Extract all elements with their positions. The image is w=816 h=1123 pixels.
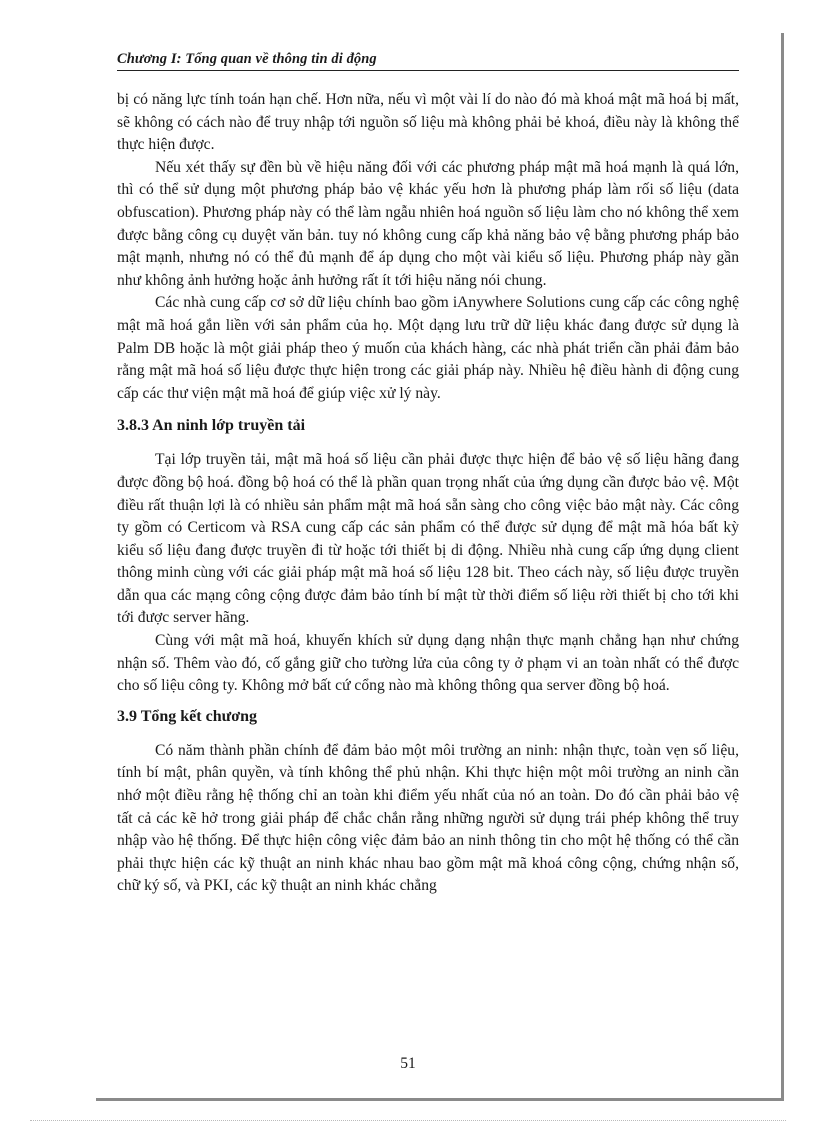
page-number: 51 xyxy=(400,1055,416,1072)
paragraph-intro-2: Nếu xét thấy sự đền bù về hiệu năng đối với các phương pháp mật mã hoá mạnh là quá lớn, thì có thể sử dụng một phương pháp bảo vệ khác yếu hơn là phương pháp làm rối số liệu (data obfuscation). Phương pháp này có thể làm ngẫu nhiên hoá nguồn số liệu làm cho nó không thể xem được bằng công cụ duyệt văn bản. tuy nó không cung cấp khả năng bảo vệ bằng phương pháp bảo mật mạnh, nhưng nó có thể đủ mạnh để áp dụng cho một vài kiểu số liệu. Phương pháp này gần như không ảnh hưởng hoặc ảnh hưởng rất ít tới hiệu năng nói chung. xyxy=(117,158,739,289)
section-heading-3-9: 3.9 Tổng kết chương xyxy=(117,707,257,725)
paragraph-39-1: Có năm thành phần chính để đảm bảo một môi trường an ninh: nhận thực, toàn vẹn số liệu, tính bí mật, phân quyền, và tính không thể phủ nhận. Khi thực hiện một môi trường an ninh cần nhớ một điều rằng hệ thống chỉ an toàn khi điểm yếu nhất của nó an toàn. Do đó cần phải bảo vệ tất cả các kẽ hở trong giải pháp để chắc chắn rằng những người sử dụng trái phép không thể truy nhập vào hệ thống. Để thực hiện công việc đảm bảo an ninh thông tin cho một hệ thống có thể cần phải thực hiện các kỹ thuật an ninh khác nhau bao gồm mật mã khoá công cộng, chứng nhận số, chữ ký số, và PKI, các kỹ thuật an ninh khác chẳng xyxy=(117,741,739,895)
paragraph-intro-1: bị có năng lực tính toán hạn chế. Hơn nữa, nếu vì một vài lí do nào đó mà khoá mật mã hoá bị mất, sẽ không có cách nào để truy nhập tới nguồn số liệu mà không phải bẻ khoá, điều này là không thể thực hiện được. xyxy=(117,91,739,154)
chapter-title: Chương I: Tổng quan về thông tin di động xyxy=(117,51,377,67)
running-header xyxy=(117,48,739,71)
paragraph-intro-3: Các nhà cung cấp cơ sở dữ liệu chính bao gồm iAnywhere Solutions cung cấp các công nghệ mật mã hoá gắn liền với sản phẩm của họ. Một dạng lưu trữ dữ liệu khác đang được sử dụng là Palm DB hoặc là một giải pháp theo ý muốn của khách hàng, các nhà phát triển cần phải đảm bảo rằng mật mã hoá số liệu được thực hiện trong các giải pháp này. Nhiều hệ điều hành di động cung cấp các thư viện mật mã hoá để giúp việc xử lý này. xyxy=(117,294,739,402)
section-heading-3-8-3: 3.8.3 An ninh lớp truyền tải xyxy=(117,417,306,435)
paragraph-383-1: Tại lớp truyền tải, mật mã hoá số liệu cần phải được thực hiện để bảo vệ số liệu hãng đang được đồng bộ hoá. đồng bộ hoá có thể là phần quan trọng nhất của ứng dụng cần được bảo vệ. Một điều rất thuận lợi là có nhiều sản phẩm mật mã hoá sẵn sàng cho công việc bảo mật này. Các công ty gồm có Certicom và RSA cung cấp các sản phẩm có thể được sử dụng để mật mã hóa bất kỳ kiểu số liệu đang được truyền đi từ hoặc tới thiết bị di động. Nhiều nhà cung cấp ứng dụng client thông minh cùng với các giải pháp mật mã hoá số liệu 128 bit. Theo cách này, số liệu được truyền dẫn qua các mạng công cộng được đảm bảo tính bí mật từ thời điểm số liệu rời thiết bị cho tới khi tới được server hãng. xyxy=(117,451,739,627)
paragraph-383-2: Cùng với mật mã hoá, khuyến khích sử dụng dạng nhận thực mạnh chẳng hạn như chứng nhận số. Thêm vào đó, cố gắng giữ cho tường lửa của công ty ở phạm vi an toàn nhất có thể được cho số liệu công ty. Không mở bất cứ cổng nào mà không thông qua server đồng bộ hoá. xyxy=(117,632,739,695)
page-content xyxy=(117,89,739,898)
page-bottom-divider xyxy=(30,1120,786,1121)
